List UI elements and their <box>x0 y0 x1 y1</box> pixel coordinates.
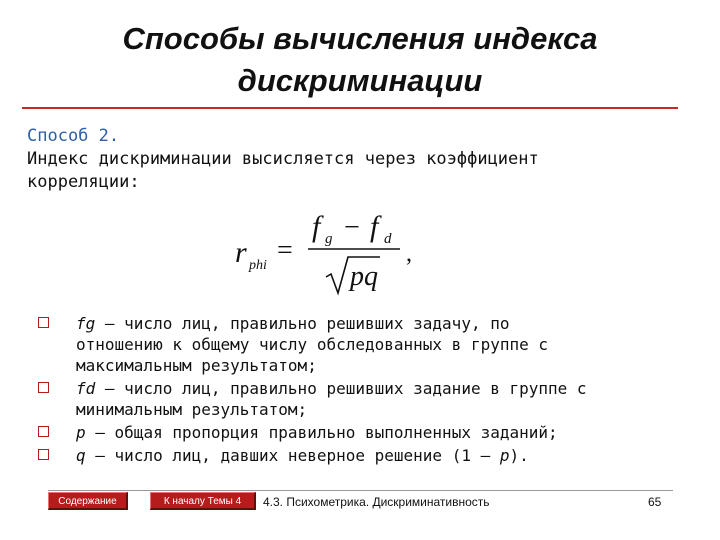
topic-start-button[interactable]: К началу Темы 4 <box>150 492 256 510</box>
formula-equals: = <box>277 235 293 266</box>
square-bullet-icon <box>38 317 49 328</box>
footer-divider <box>48 490 673 491</box>
var-p-inline: p <box>499 446 510 465</box>
square-bullet-icon <box>38 382 49 393</box>
list-item <box>38 313 698 376</box>
square-bullet-icon <box>38 426 49 437</box>
formula-lhs: r <box>235 236 247 269</box>
formula-comma: , <box>406 241 412 267</box>
formula-num-a: f <box>312 210 321 243</box>
list-item <box>38 445 698 466</box>
formula-rphi <box>230 205 430 300</box>
formula-num-b-sub: d <box>384 231 392 247</box>
intro-line1: Индекс дискриминации высисляется через коэффициент <box>27 149 539 169</box>
slide-title-line2: дискриминации <box>237 63 483 98</box>
slide-title-line1: Способы вычисления индекса <box>122 21 598 56</box>
list-item-text: — число лиц, правильно решивших задание в группе с <box>95 379 587 398</box>
title-divider <box>22 107 678 109</box>
formula-denominator: pq <box>350 261 378 292</box>
var-p: p <box>76 423 86 442</box>
var-fd: fd <box>76 379 96 398</box>
intro-line2: корреляции: <box>27 172 140 192</box>
list-item-text: — число лиц, правильно решивших задачу, по <box>95 314 510 333</box>
list-item <box>38 378 698 420</box>
footer-section-text: 4.3. Психометрика. Дискриминативность <box>263 495 490 509</box>
list-item-tail: ). <box>509 446 529 465</box>
intro-text <box>27 125 687 194</box>
list-item-cont: минимальным результатом; <box>76 400 308 419</box>
square-bullet-icon <box>38 449 49 460</box>
formula-minus: − <box>344 212 360 243</box>
slide-title <box>60 18 660 102</box>
list-item <box>38 422 698 443</box>
contents-button[interactable]: Содержание <box>48 492 128 510</box>
page-number: 65 <box>648 495 662 509</box>
method-label: Способ 2. <box>27 126 120 146</box>
formula-lhs-sub: phi <box>249 258 267 273</box>
list-item-text: — общая пропорция правильно выполненных заданий; <box>85 423 558 442</box>
var-q: q <box>76 446 86 465</box>
list-item-cont: максимальным результатом; <box>76 356 317 375</box>
list-item-cont: отношению к общему числу обследованных в группе с <box>76 335 549 354</box>
list-item-text: — число лиц, давших неверное решение (1 – <box>85 446 500 465</box>
formula-num-b: f <box>370 210 379 243</box>
var-fg: fg <box>76 314 96 333</box>
definitions-list <box>38 313 698 468</box>
formula-num-a-sub: g <box>325 231 333 247</box>
